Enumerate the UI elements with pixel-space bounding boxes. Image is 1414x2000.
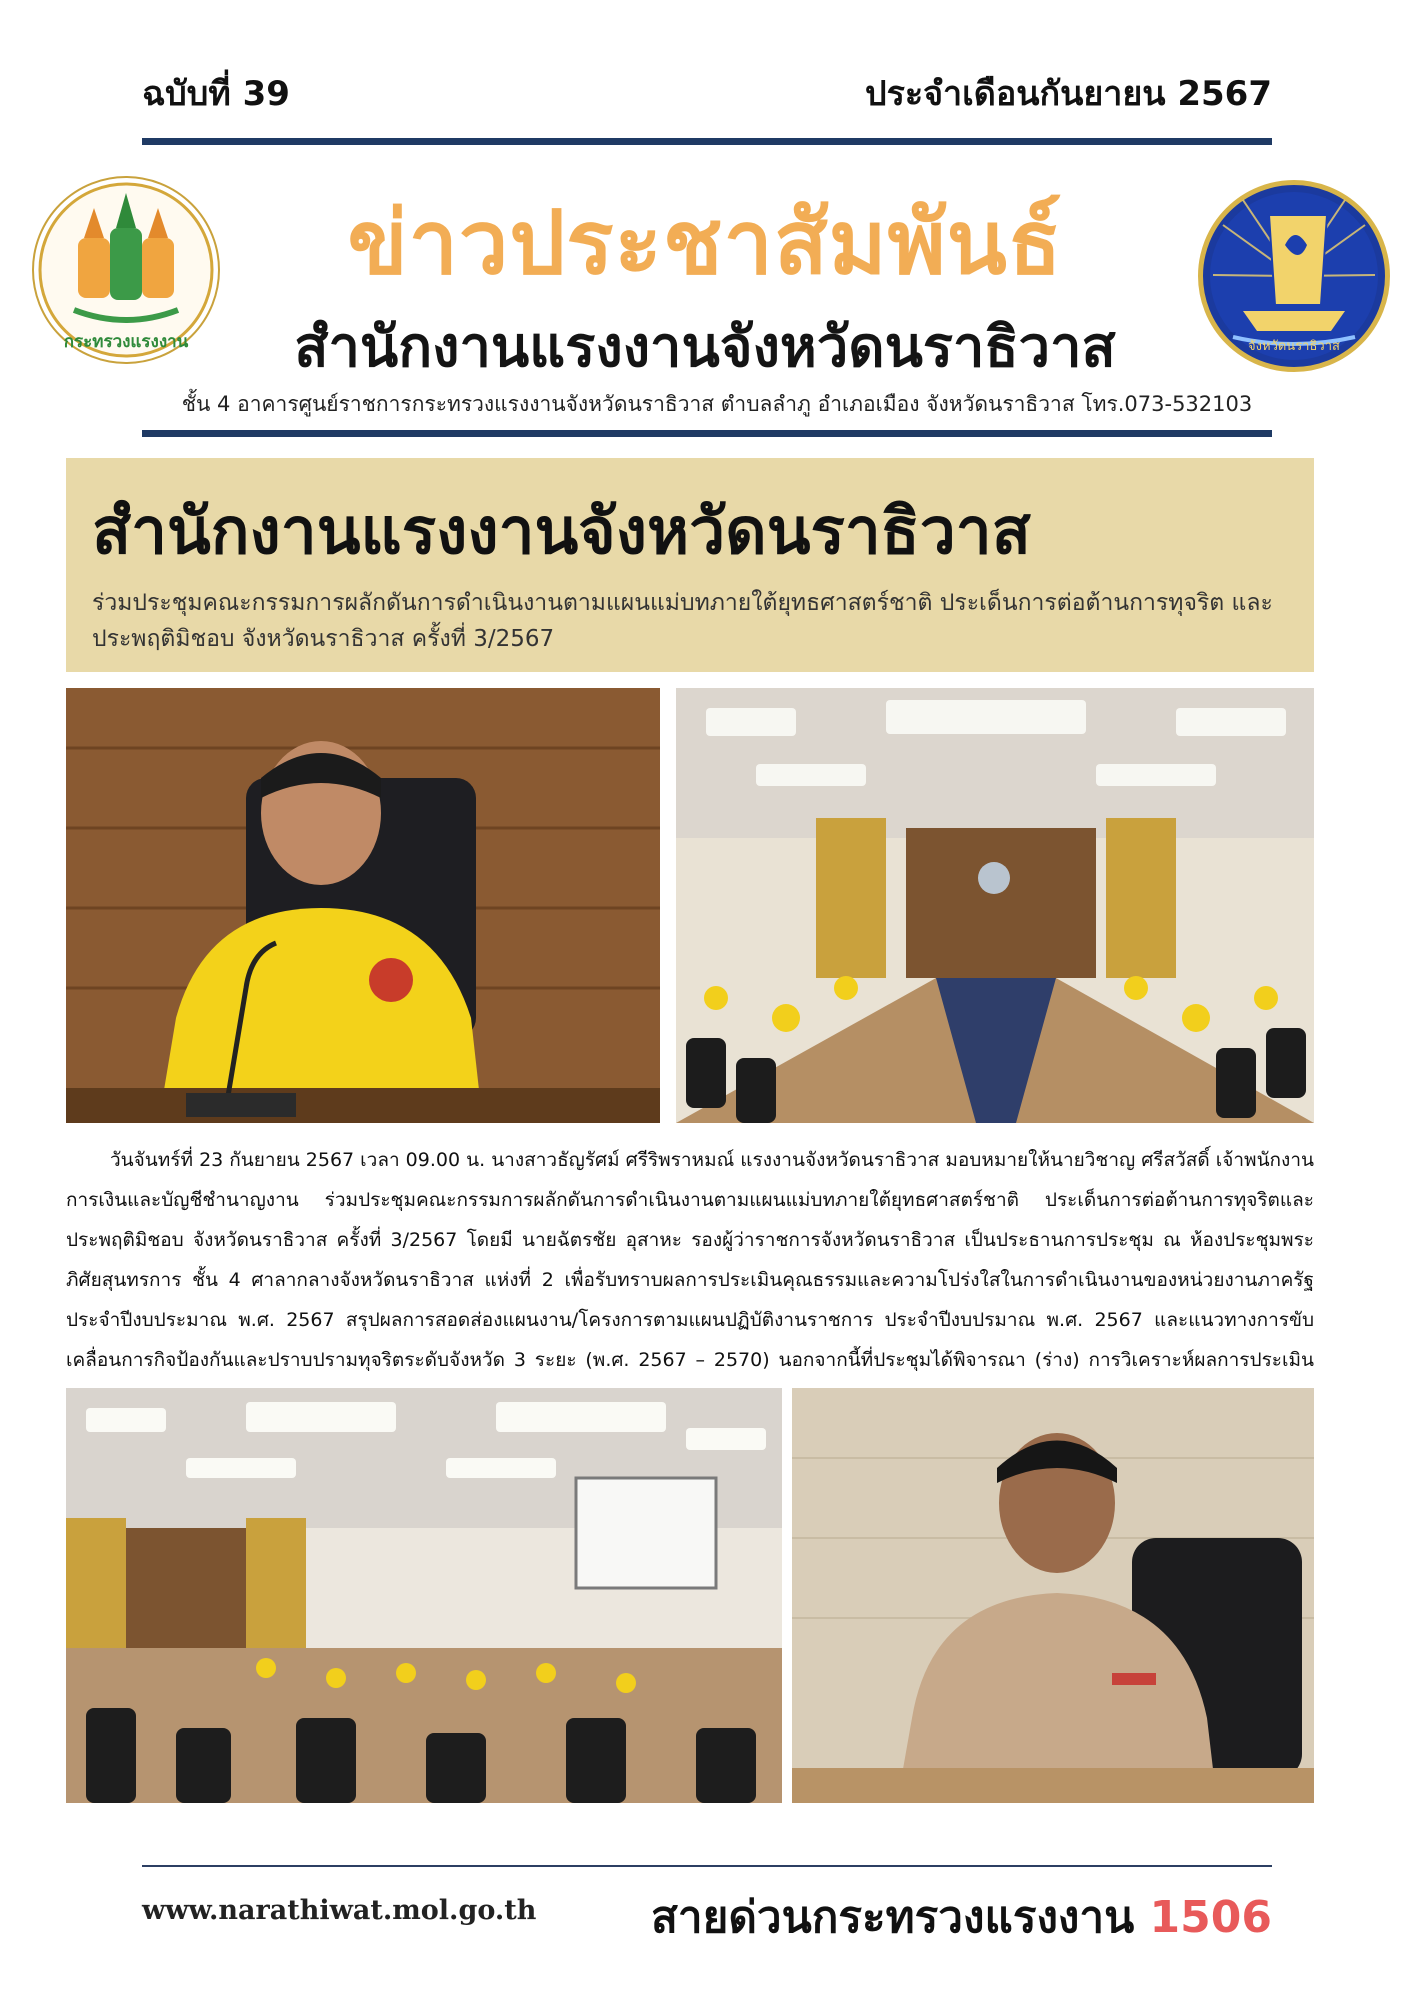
article-subheadline: ร่วมประชุมคณะกรรมการผลักดันการดำเนินงานตามแผนแม่บทภายใต้ยุทธศาสตร์ชาติ ประเด็นการต่อต้านการทุจริต และประพฤติมิชอบ จังหวัดนราธิวาส ครั้งที่ 3/2567 <box>92 590 1273 652</box>
article-body: วันจันทร์ที่ 23 กันยายน 2567 เวลา 09.00 น. นางสาวธัญรัศม์ ศรีริพราหมณ์ แรงงานจังหวัดนราธิวาส มอบหมายให้นายวิชาญ ศรีสวัสดิ์ เจ้าพนักงานการเงินและบัญชีชำนาญงาน ร่วมประชุมคณะกรรมการผลักดันการดำเนินงานตามแผนแม่บทภายใต้ยุทธศาสตร์ชาติ ประเด็นการต่อต้านการทุจริตและประพฤติมิชอบ จังหวัดนราธิวาส ครั้งที่ 3/2567 โดยมี นายฉัตรชัย อุสาหะ รองผู้ว่าราชการจังหวัดนราธิวาส เป็นประธานการประชุม ณ ห้องประชุมพระภิศัยสุนทรการ ชั้น 4 ศาลากลางจังหวัดนราธิวาส แห่งที่ 2 เพื่อรับทราบผลการประเมินคุณธรรมและความโปร่งใสในการดำเนินงานของหน่วยงานภาครัฐ ประจำปีงบประมาณ พ.ศ. 2567 สรุปผลการสอดส่องแผนงาน/โครงการตามแผนปฏิบัติงานราชการ ประจำปีงบปรมาณ พ.ศ. 2567 และแนวทางการขับเคลื่อนการกิจป้องกันและปราบปรามทุจริตระดับจังหวัด 3 ระยะ (พ.ศ. 2567 – 2570) นอกจากนี้ที่ประชุมได้พิจารณา (ร่าง) การวิเคราะห์ผลการประเมิน <box>66 1149 1314 1371</box>
photo-chairman <box>66 688 660 1123</box>
logo-left-caption: กระทรวงแรงงาน <box>63 332 189 352</box>
top-divider <box>142 138 1272 145</box>
logo-right-caption: จังหวัดนราธิวาส <box>1248 339 1340 354</box>
photo-meeting-attendees <box>66 1388 782 1803</box>
ministry-of-labour-logo <box>32 176 220 364</box>
office-address: ชั้น 4 อาคารศูนย์ราชการกระทรวงแรงงานจังหวัดนราธิวาส ตำบลลำภู อำเภอเมือง จังหวัดนราธิวาส โทร.073-532103 <box>181 392 1253 416</box>
masthead-subtitle: สำนักงานแรงงานจังหวัดนราธิวาส <box>294 315 1116 380</box>
hotline-number: 1506 <box>1149 1892 1272 1943</box>
narathiwat-province-logo <box>1198 180 1390 372</box>
hotline-label: สายด่วนกระทรวงแรงงาน <box>651 1892 1135 1943</box>
masthead-title: ข่าวประชาสัมพันธ์ <box>347 191 1063 294</box>
masthead-divider <box>142 430 1272 437</box>
issue-month: ประจำเดือนกันยายน 2567 <box>865 74 1272 114</box>
hotline <box>651 1882 1272 1952</box>
photo-meeting-room <box>676 688 1314 1123</box>
issue-number: ฉบับที่ 39 <box>142 74 290 114</box>
website-link[interactable]: www.narathiwat.mol.go.th <box>142 1895 537 1926</box>
article-headline: สำนักงานแรงงานจังหวัดนราธิวาส <box>92 495 1031 569</box>
photo-official-portrait <box>792 1388 1314 1803</box>
footer-divider <box>142 1865 1272 1867</box>
